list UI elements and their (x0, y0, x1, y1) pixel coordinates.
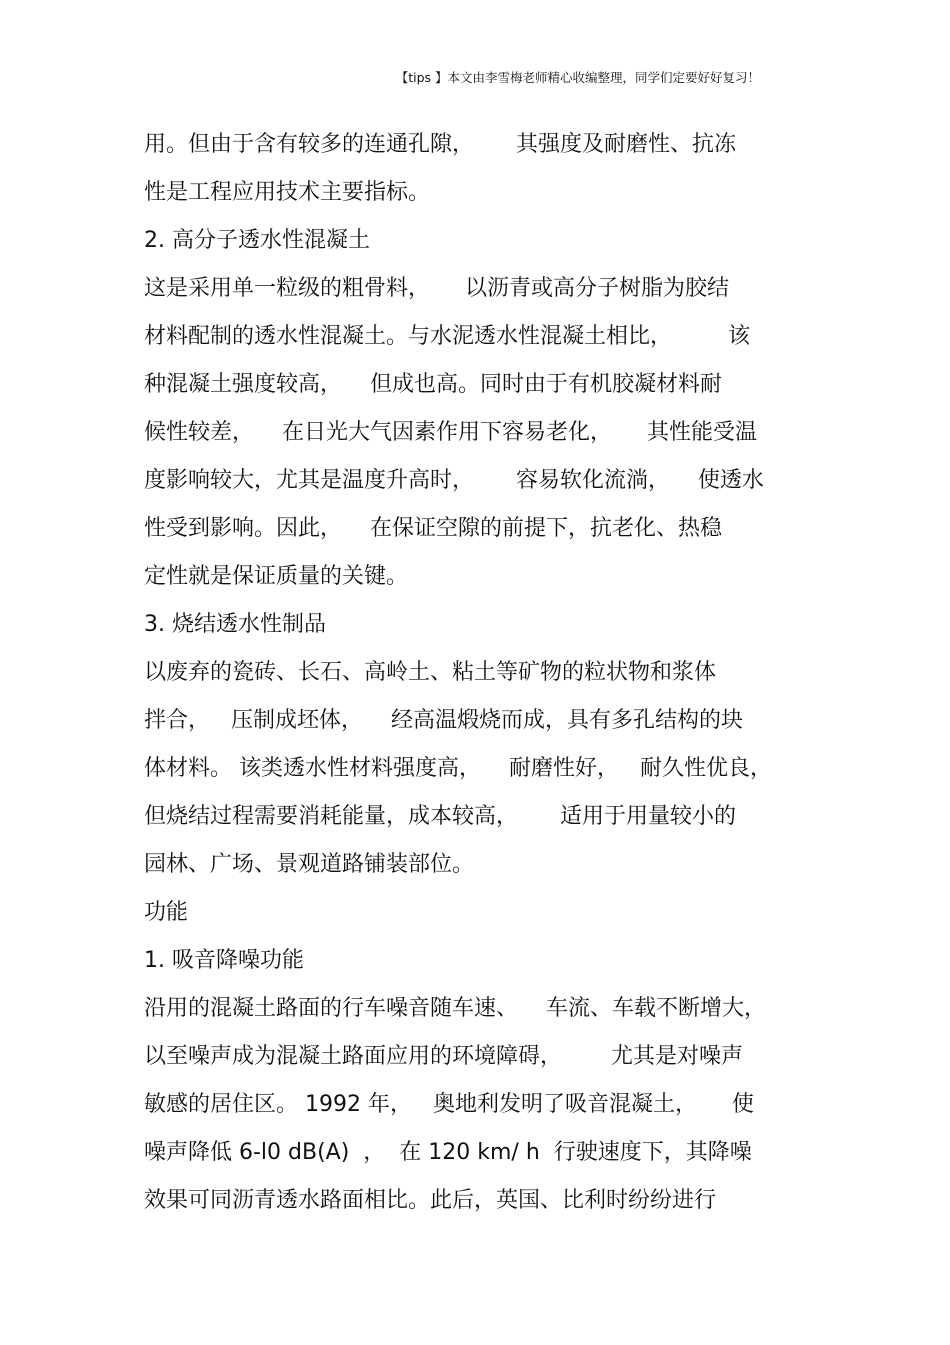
text-line: 种混凝土强度较高， 但成也高。同时由于有机胶凝材料耐 (144, 372, 722, 397)
text-line: 性是工程应用技术主要指标。 (144, 180, 431, 205)
text-line: 体材料。 该类透水性材料强度高， 耐磨性好， 耐久性优良， (144, 756, 772, 781)
section-heading: 1. 吸音降噪功能 (144, 948, 304, 973)
header-tip: 【tips 】本文由李雪梅老师精心收编整理，同学们定要好好复习！ (395, 70, 760, 85)
text-line: 效果可同沥青透水路面相比。此后，英国、比利时纷纷进行 (144, 1188, 717, 1213)
text-line: 材料配制的透水性混凝土。与水泥透水性混凝土相比， 该 (144, 324, 750, 349)
text-line: 度影响较大，尤其是温度升高时， 容易软化流淌， 使透水 (144, 468, 764, 493)
text-line: 但烧结过程需要消耗能量，成本较高， 适用于用量较小的 (144, 804, 736, 829)
text-line: 敏感的居住区。 1992 年， 奥地利发明了吸音混凝土， 使 (144, 1092, 754, 1117)
text-line: 园林、广场、景观道路铺装部位。 (144, 852, 475, 877)
section-heading: 2. 高分子透水性混凝土 (144, 228, 370, 253)
section-heading: 3. 烧结透水性制品 (144, 612, 326, 637)
text-line: 以至噪声成为混凝土路面应用的环境障碍， 尤其是对噪声 (144, 1044, 743, 1069)
text-line: 沿用的混凝土路面的行车噪音随车速、 车流、车载不断增大， (144, 996, 766, 1021)
text-line: 以废弃的瓷砖、长石、高岭土、粘土等矿物的粒状物和浆体 (144, 660, 717, 685)
text-line: 噪声降低 6-l0 dB(A) ， 在 120 km/ h 行驶速度下，其降噪 (144, 1140, 752, 1165)
text-line: 拌合， 压制成坯体， 经高温煅烧而成，具有多孔结构的块 (144, 708, 743, 733)
section-heading: 功能 (144, 900, 189, 925)
document-body (144, 126, 824, 1230)
text-line: 用。但由于含有较多的连通孔隙， 其强度及耐磨性、抗冻 (144, 132, 736, 157)
text-line: 定性就是保证质量的关键。 (144, 564, 409, 589)
text-line: 性受到影响。因此， 在保证空隙的前提下，抗老化、热稳 (144, 516, 722, 541)
text-line: 候性较差， 在日光大气因素作用下容易老化， 其性能受温 (144, 420, 757, 445)
text-line: 这是采用单一粒级的粗骨料， 以沥青或高分子树脂为胶结 (144, 276, 729, 301)
